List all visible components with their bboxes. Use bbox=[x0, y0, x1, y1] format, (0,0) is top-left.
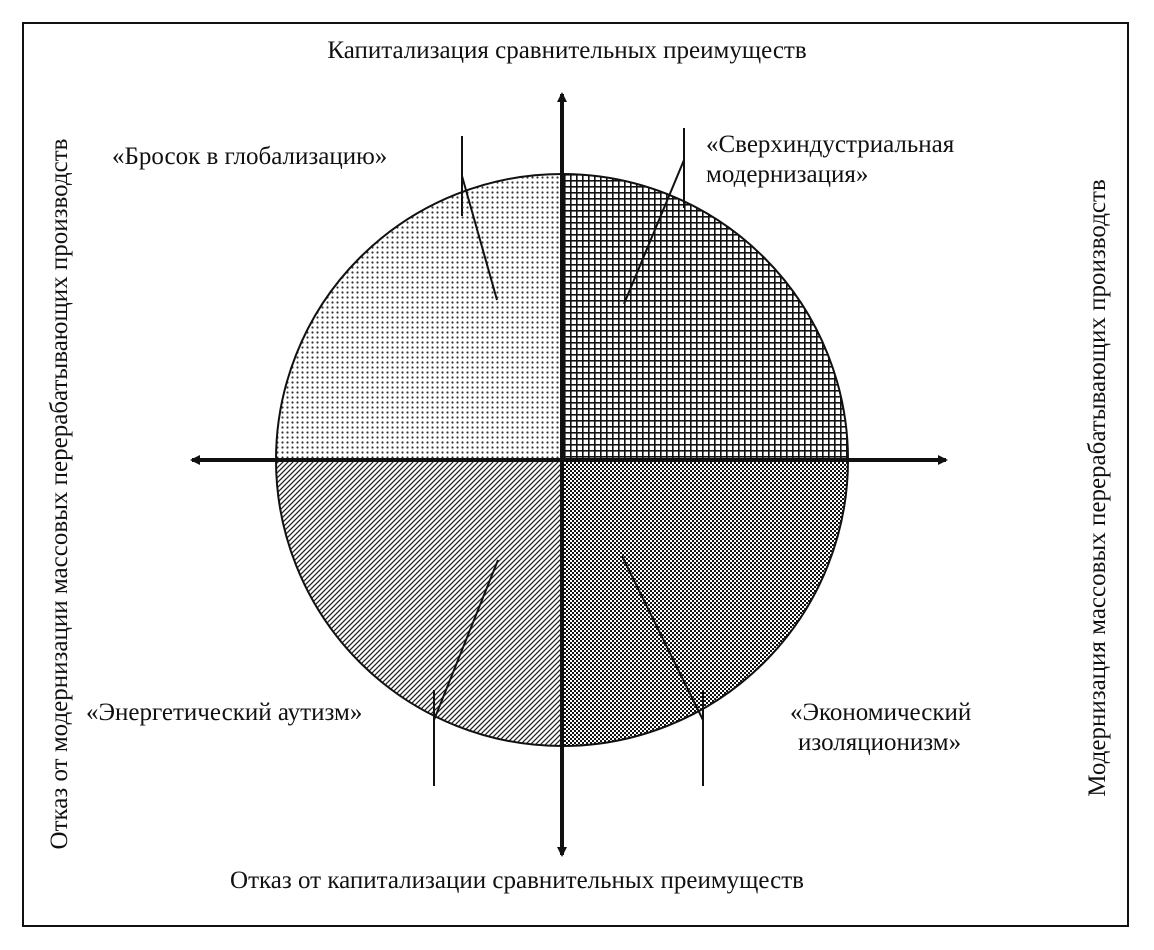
axis-label-left: Отказ от модернизации массовых перерабатывающих производств bbox=[46, 138, 73, 850]
quadrant-label-line: «Бросок в глобализацию» bbox=[112, 143, 388, 170]
quadrant-label-line: изоляционизм» bbox=[798, 729, 962, 756]
quadrant-label-line: «Экономический bbox=[790, 699, 972, 726]
quadrant-label-bottom-left bbox=[86, 698, 362, 728]
quadrant-label-top-right bbox=[706, 130, 954, 190]
quadrant-top-left-fill bbox=[276, 174, 562, 460]
axis-label-top: Капитализация сравнительных преимуществ bbox=[327, 37, 807, 64]
quadrant-label-line: «Энергетический аутизм» bbox=[86, 699, 363, 726]
quadrant-label-top-left bbox=[112, 142, 387, 172]
quadrant-label-bottom-right bbox=[790, 698, 971, 758]
quadrant-label-line: «Сверхиндустриальная bbox=[706, 131, 955, 158]
quadrant-top-right-fill bbox=[562, 174, 848, 460]
axis-label-bottom: Отказ от капитализации сравнительных преимуществ bbox=[230, 867, 804, 894]
axis-label-right: Модернизация массовых перерабатывающих производств bbox=[1084, 179, 1111, 797]
quadrant-label-line: модернизация» bbox=[706, 161, 869, 188]
